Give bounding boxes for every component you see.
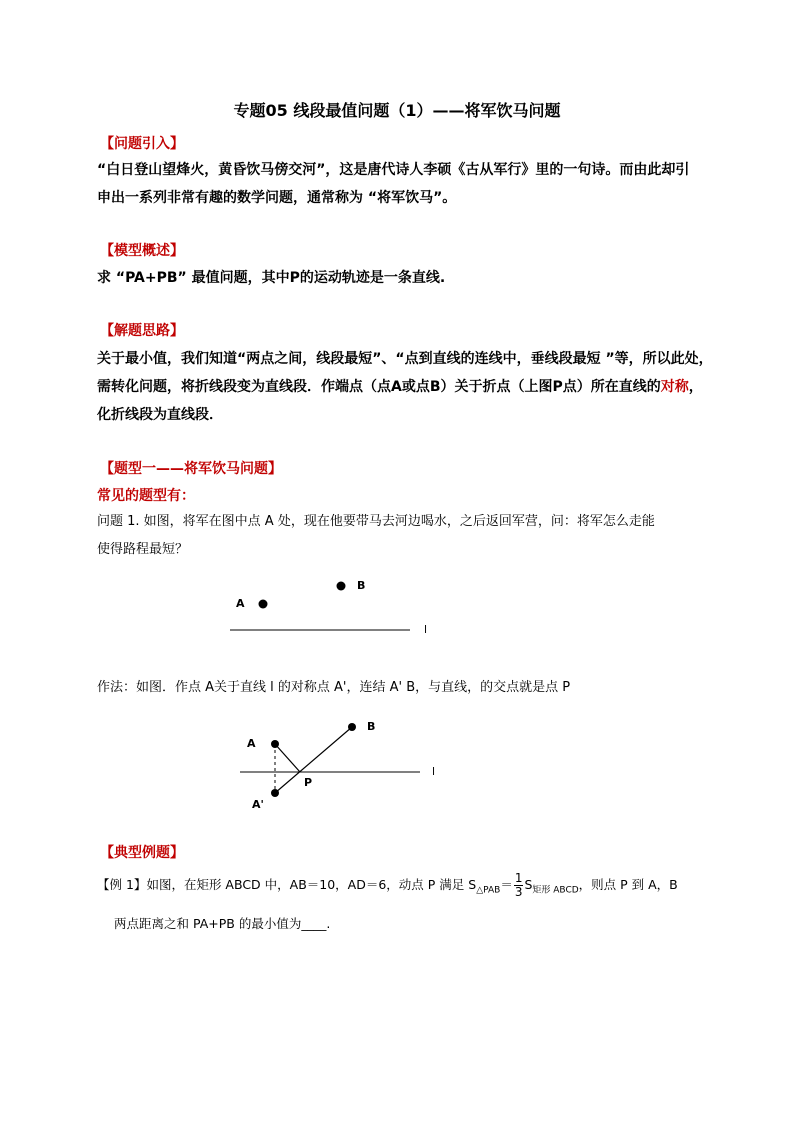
fig2-label-b: B	[367, 720, 376, 733]
idea-symmetry-highlight: 对称	[660, 379, 689, 395]
fig2-label-p: P	[304, 776, 313, 789]
intro-line-1: “白日登山望烽火，黄昏饮马傍交河”，这是唐代诗人李硕《古从军行》里的一句诗。而由此却引	[97, 162, 690, 178]
fig1-point-a	[259, 600, 268, 609]
idea-line-1: 关于最小值，我们知道“两点之间，线段最短”、“点到直线的连线中，垂线段最短 ”等，所以此处，	[97, 351, 713, 367]
example-1-prefix: 【例 1】	[97, 877, 147, 892]
idea-line-2-text: 需转化问题，将折线段变为直线段．作端点（点A或点B）关于折点（上图P点）所在直线的	[97, 379, 661, 395]
example-1-equals: ＝	[500, 877, 513, 892]
fig2-point-a-prime	[271, 789, 279, 797]
example-1-sub-triangle: △PAB	[476, 885, 501, 896]
example-1-s: S	[524, 877, 533, 892]
fig2-label-l: l	[432, 765, 436, 778]
method-text: 作法：如图．作点 A关于直线 l 的对称点 A'，连结 A' B，与直线，的交点就是点 P	[97, 680, 571, 695]
example-1-sub-rectangle: 矩形 ABCD	[532, 885, 579, 896]
fig1-label-b: B	[357, 579, 366, 592]
example-1-text-b: ，则点 P 到 A，B	[578, 877, 678, 892]
example-1-fraction	[514, 872, 524, 899]
example-1-line-1	[97, 872, 678, 903]
fig2-label-a: A	[247, 737, 256, 750]
idea-heading: 【解题思路】	[100, 323, 184, 339]
common-heading: 常见的题型有：	[97, 488, 195, 504]
example-1-text-a: 如图，在矩形 ABCD 中，AB＝10，AD＝6，动点 P 满足 S	[146, 877, 477, 892]
idea-line-2-end: ，	[688, 379, 703, 395]
idea-line-2	[97, 373, 703, 401]
model-text: 求 “PA+PB” 最值问题，其中P的运动轨迹是一条直线.	[97, 270, 446, 286]
figure-2	[230, 710, 450, 815]
fraction-denominator: 3	[514, 885, 523, 899]
fig2-label-a-prime: A'	[252, 798, 264, 811]
fraction-numerator: 1	[514, 871, 523, 885]
question-1-line-1: 问题 1. 如图，将军在图中点 A 处，现在他要带马去河边喝水，之后返回军营，问：将军怎么走能	[97, 514, 655, 529]
figure-1	[220, 570, 460, 645]
page-title: 专题05 线段最值问题（1）——将军饮马问题	[233, 101, 561, 120]
intro-heading: 【问题引入】	[100, 136, 184, 152]
intro-line-2: 申出一系列非常有趣的数学问题，通常称为 “将军饮马”。	[97, 190, 457, 206]
fig1-point-b	[337, 582, 346, 591]
example-heading: 【典型例题】	[100, 845, 184, 861]
fig2-segment-ap	[275, 744, 300, 772]
question-1-line-2: 使得路程最短？	[97, 542, 189, 557]
example-1-line-2: 两点距离之和 PA+PB 的最小值为____.	[114, 916, 331, 931]
idea-line-3: 化折线段为直线段．	[97, 407, 223, 423]
fig1-label-a: A	[236, 597, 245, 610]
fig1-label-l: l	[424, 623, 428, 636]
model-heading: 【模型概述】	[100, 243, 184, 259]
type-heading: 【题型一——将军饮马问题】	[100, 461, 282, 477]
fig2-segment-a2b	[275, 727, 352, 793]
